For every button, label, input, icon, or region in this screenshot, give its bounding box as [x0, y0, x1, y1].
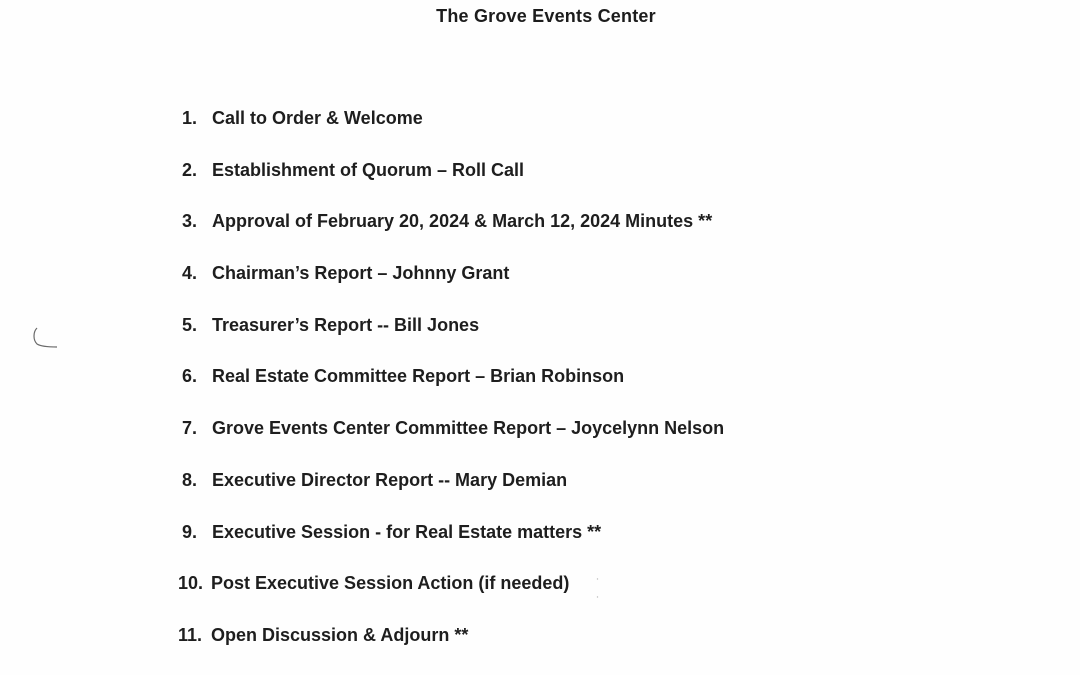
- agenda-item-text: Open Discussion & Adjourn **: [211, 624, 469, 645]
- agenda-item-text: Treasurer’s Report -- Bill Jones: [212, 314, 480, 335]
- agenda-item-text: Grove Events Center Committee Report – Joycelynn Nelson: [212, 418, 725, 439]
- venue-title: The Grove Events Center: [436, 6, 656, 26]
- scan-artifact-mark: [31, 326, 59, 350]
- agenda-list: [178, 107, 724, 676]
- agenda-item-text: Chairman’s Report – Johnny Grant: [212, 263, 510, 284]
- agenda-item-7: [178, 417, 724, 469]
- agenda-item-8: [178, 469, 724, 521]
- agenda-item-2: [178, 159, 724, 211]
- agenda-item-number: 7.: [182, 418, 198, 439]
- agenda-item-text: Real Estate Committee Report – Brian Robinson: [212, 366, 625, 387]
- agenda-item-number: 3.: [182, 211, 198, 232]
- agenda-item-11: [178, 624, 724, 676]
- agenda-item-number: 9.: [182, 521, 198, 542]
- agenda-item-10: [178, 572, 724, 624]
- agenda-item-number: 10.: [178, 573, 204, 594]
- agenda-item-text: Post Executive Session Action (if needed): [211, 573, 570, 594]
- agenda-item-number: 11.: [178, 624, 203, 645]
- agenda-item-number: 6.: [182, 366, 198, 387]
- agenda-item-number: 4.: [182, 263, 198, 284]
- agenda-item-number: 8.: [182, 469, 198, 490]
- agenda-item-9: [178, 521, 724, 573]
- agenda-item-5: [178, 314, 724, 366]
- agenda-item-number: 2.: [182, 159, 198, 180]
- agenda-item-text: Call to Order & Welcome: [212, 108, 423, 128]
- agenda-item-text: Executive Session - for Real Estate matters **: [212, 521, 602, 542]
- agenda-item-text: Establishment of Quorum – Roll Call: [212, 159, 525, 180]
- agenda-item-4: [178, 262, 724, 314]
- agenda-item-1: [178, 107, 724, 159]
- agenda-item-6: [178, 365, 724, 417]
- agenda-item-text: Approval of February 20, 2024 & March 12, 2024 Minutes **: [212, 211, 713, 232]
- agenda-item-number: 5.: [182, 314, 198, 335]
- agenda-item-text: Executive Director Report -- Mary Demian: [212, 469, 568, 490]
- agenda-item-3: [178, 210, 724, 262]
- scan-artifact-dots: [596, 577, 599, 599]
- agenda-item-number: 1.: [182, 108, 198, 128]
